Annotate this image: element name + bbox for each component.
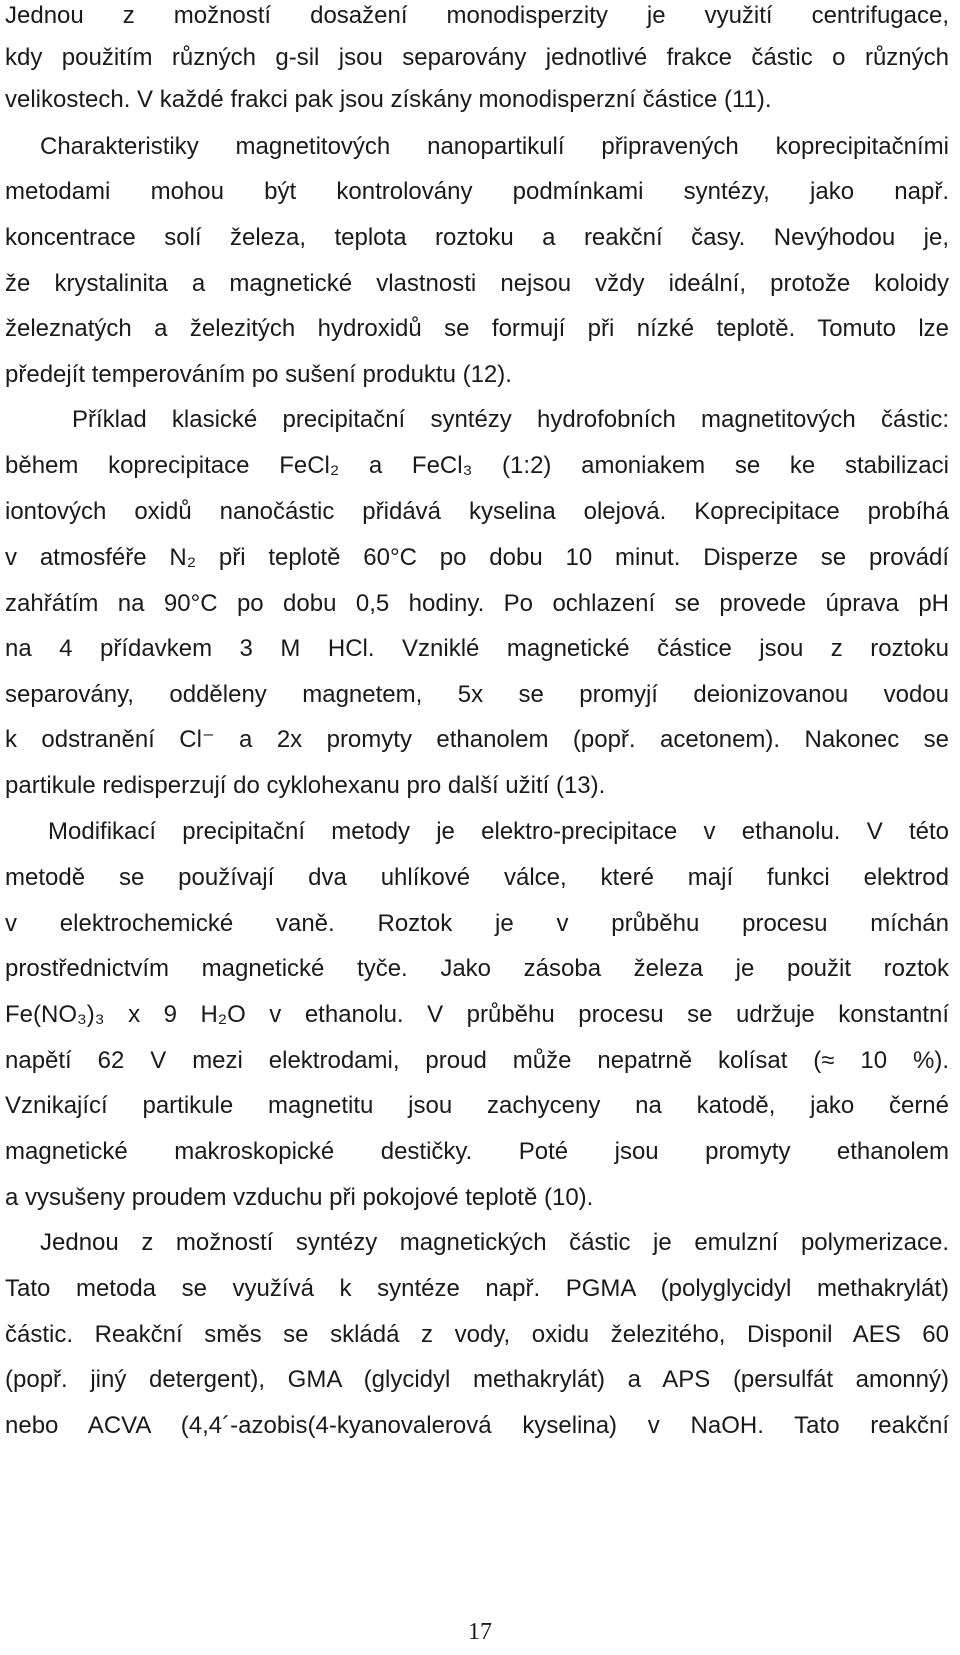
text-line: Jednou z možností dosažení monodisperzity je využití centrifugace, xyxy=(5,2,949,29)
text-line: koncentrace solí železa, teplota roztoku a reakční časy. Nevýhodou je, xyxy=(5,224,949,251)
text-line: separovány, odděleny magnetem, 5x se promyjí deionizovanou vodou xyxy=(5,681,949,708)
text-line: metodě se používají dva uhlíkové válce, které mají funkci elektrod xyxy=(5,864,949,891)
text-line: železnatých a železitých hydroxidů se formují při nízké teplotě. Tomuto lze xyxy=(5,315,949,342)
text-line: Modifikací precipitační metody je elektro-precipitace v ethanolu. V této xyxy=(48,818,949,845)
text-line: Jednou z možností syntézy magnetických částic je emulzní polymerizace. xyxy=(40,1229,949,1256)
text-line: partikule redisperzují do cyklohexanu pro další užití (13). xyxy=(5,772,606,799)
text-line: velikostech. V každé frakci pak jsou získány monodisperzní částice (11). xyxy=(5,86,772,113)
text-line: v atmosféře N₂ při teplotě 60°C po dobu 10 minut. Disperze se provádí xyxy=(5,544,949,571)
text-line: v elektrochemické vaně. Roztok je v průběhu procesu míchán xyxy=(5,910,949,937)
text-line: částic. Reakční směs se skládá z vody, oxidu železitého, Disponil AES 60 xyxy=(5,1321,949,1348)
text-line: na 4 přídavkem 3 M HCl. Vzniklé magnetické částice jsou z roztoku xyxy=(5,635,949,662)
text-line: Tato metoda se využívá k syntéze např. PGMA (polyglycidyl methakrylát) xyxy=(5,1275,949,1302)
page-number: 17 xyxy=(468,1619,492,1645)
text-line: metodami mohou být kontrolovány podmínkami syntézy, jako např. xyxy=(5,178,949,205)
text-line: předejít temperováním po sušení produktu (12). xyxy=(5,361,512,388)
text-line: (popř. jiný detergent), GMA (glycidyl methakrylát) a APS (persulfát amonný) xyxy=(5,1366,949,1393)
text-line: magnetické makroskopické destičky. Poté jsou promyty ethanolem xyxy=(5,1138,949,1165)
text-line: Vznikající partikule magnetitu jsou zachyceny na katodě, jako černé xyxy=(5,1092,949,1119)
text-line: iontových oxidů nanočástic přidává kyselina olejová. Koprecipitace probíhá xyxy=(5,498,949,525)
text-line: zahřátím na 90°C po dobu 0,5 hodiny. Po ochlazení se provede úprava pH xyxy=(5,590,949,617)
text-line: Příklad klasické precipitační syntézy hydrofobních magnetitových částic: xyxy=(72,406,949,433)
text-line: nebo ACVA (4,4´-azobis(4-kyanovalerová kyselina) v NaOH. Tato reakční xyxy=(5,1412,949,1439)
text-line: napětí 62 V mezi elektrodami, proud může nepatrně kolísat (≈ 10 %). xyxy=(5,1047,949,1074)
text-line: Fe(NO₃)₃ x 9 H₂O v ethanolu. V průběhu procesu se udržuje konstantní xyxy=(5,1001,949,1028)
text-line: Charakteristiky magnetitových nanopartikulí připravených koprecipitačními xyxy=(40,133,949,160)
text-line: a vysušeny proudem vzduchu při pokojové teplotě (10). xyxy=(5,1184,594,1211)
text-line: k odstranění Cl⁻ a 2x promyty ethanolem (popř. acetonem). Nakonec se xyxy=(5,726,949,753)
text-line: prostřednictvím magnetické tyče. Jako zásoba železa je použit roztok xyxy=(5,955,949,982)
text-line: že krystalinita a magnetické vlastnosti nejsou vždy ideální, protože koloidy xyxy=(5,270,949,297)
text-line: během koprecipitace FeCl₂ a FeCl₃ (1:2) amoniakem se ke stabilizaci xyxy=(5,452,949,479)
text-line: kdy použitím různých g-sil jsou separovány jednotlivé frakce částic o různých xyxy=(5,44,949,71)
